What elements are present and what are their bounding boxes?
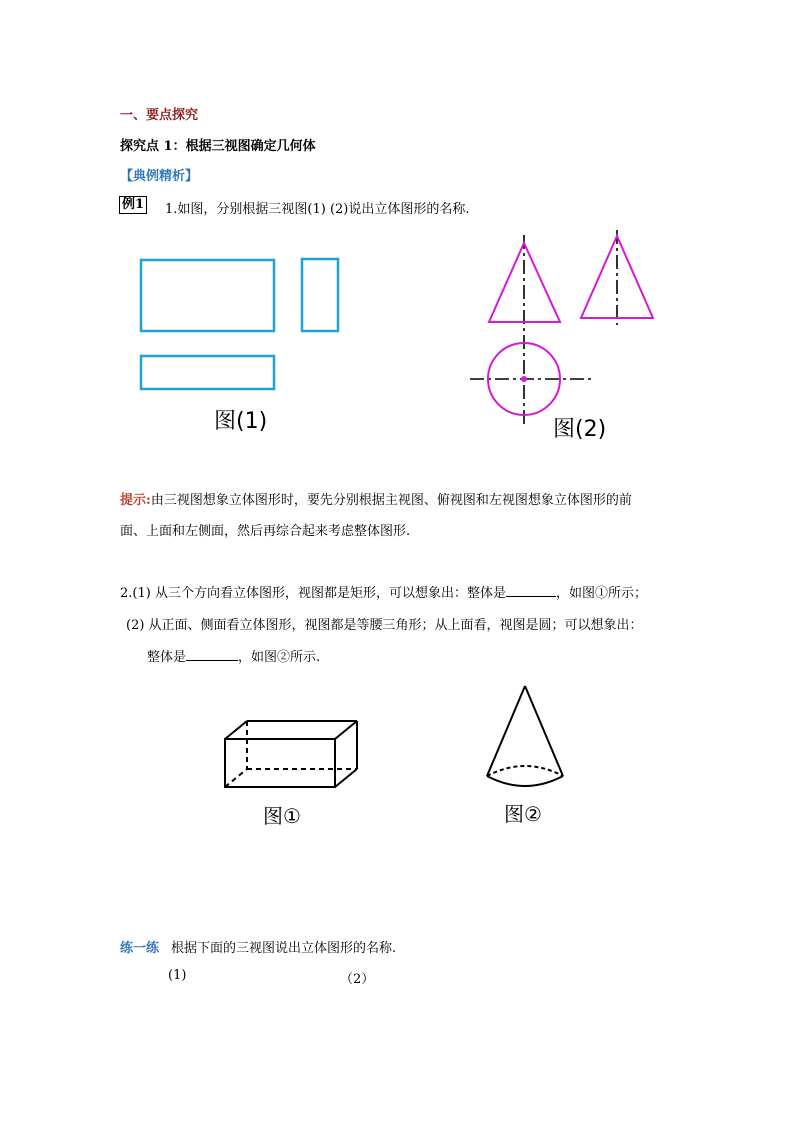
hint-label: 提示: bbox=[120, 493, 151, 508]
practice-item-1: (1) bbox=[168, 968, 187, 983]
q2-line3-text-b: ，如图②所示. bbox=[238, 650, 321, 665]
practice-label: 练一练 bbox=[120, 941, 160, 956]
practice-item-2: （2） bbox=[340, 972, 375, 987]
subsection-title: 探究点 1：根据三视图确定几何体 bbox=[120, 139, 316, 154]
figure2-caption: 图(2) bbox=[553, 417, 607, 442]
practice-text: 根据下面的三视图说出立体图形的名称. bbox=[171, 941, 397, 956]
figure1-caption: 图(1) bbox=[214, 409, 268, 434]
example-tag: 【典例精析】 bbox=[120, 169, 199, 184]
practice-line bbox=[120, 937, 396, 956]
example-label: 例1 bbox=[119, 196, 147, 214]
q2-line2: (2) 从正面、侧面看立体图形，视图都是等腰三角形；从上面看，视图是圆；可以想象出： bbox=[126, 618, 643, 633]
hint-line2: 面、上面和左侧面，然后再综合起来考虑整体图形. bbox=[120, 524, 411, 539]
cone-figure bbox=[487, 686, 563, 786]
q2-line1-text-a: 2.(1) 从三个方向看立体图形，视图都是矩形，可以想象出：整体是 bbox=[120, 586, 506, 601]
cone-caption: 图② bbox=[504, 802, 542, 826]
cuboid-caption: 图① bbox=[263, 804, 301, 828]
q2-line3-text-a: 整体是 bbox=[147, 650, 187, 665]
hint-text-line1: 由三视图想象立体图形时，要先分别根据主视图、俯视图和左视图想象立体图形的前 bbox=[150, 493, 632, 508]
cuboid-figure bbox=[225, 721, 357, 787]
example-text: 1.如图，分别根据三视图(1) (2)说出立体图形的名称. bbox=[165, 202, 470, 217]
q2-line1-text-b: ，如图①所示； bbox=[555, 586, 647, 601]
section-title: 一、要点探究 bbox=[120, 108, 199, 123]
